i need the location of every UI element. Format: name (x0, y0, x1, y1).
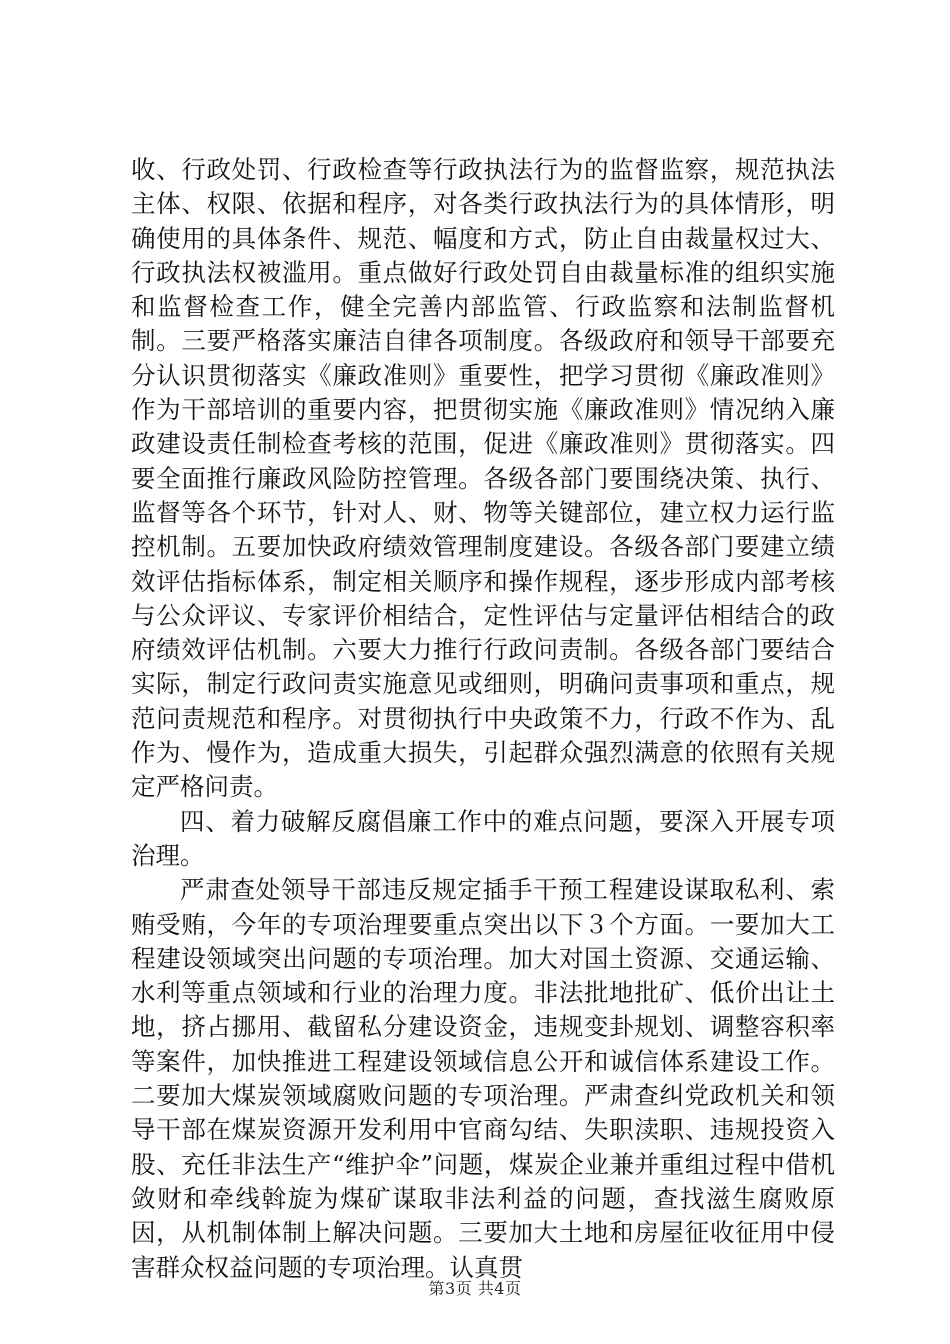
page-footer: 第3页 共4页 (428, 1279, 522, 1298)
section-heading-four: 四、着力破解反腐倡廉工作中的难点问题，要深入开展专项治理。 (131, 806, 835, 870)
paragraph-continuation: 收、行政处罚、行政检查等行政执法行为的监督监察，规范执法主体、权限、依据和程序，对各类行政执法行为的具体情形，明确使用的具体条件、规范、幅度和方式，防止自由裁量权过大、行政执法权被滥用。重点做好行政处罚自由裁量标准的组织实施和监督检查工作，健全完善内部监管、行政监察和法制监督机制。三要严格落实廉洁自律各项制度。各级政府和领导干部要充分认识贯彻落实《廉政准则》重要性，把学习贯彻《廉政准则》作为干部培训的重要内容，把贯彻实施《廉政准则》情况纳入廉政建设责任制检查考核的范围，促进《廉政准则》贯彻落实。四要全面推行廉政风险防控管理。各级各部门要围绕决策、执行、监督等各个环节，针对人、财、物等关键部位，建立权力运行监控机制。五要加快政府绩效管理制度建设。各级各部门要建立绩效评估指标体系，制定相关顺序和操作规程，逐步形成内部考核与公众评议、专家评价相结合，定性评估与定量评估相结合的政府绩效评估机制。六要大力推行行政问责制。各级各部门要结合实际，制定行政问责实施意见或细则，明确问责事项和重点，规范问责规范和程序。对贯彻执行中央政策不力，行政不作为、乱作为、慢作为，造成重大损失，引起群众强烈满意的依照有关规定严格问责。 (131, 155, 835, 802)
paragraph-special-governance: 严肃查处领导干部违反规定插手干预工程建设谋取私利、索贿受贿，今年的专项治理要重点突出以下３个方面。一要加大工程建设领域突出问题的专项治理。加大对国土资源、交通运输、水利等重点领域和行业的治理力度。非法批地批矿、低价出让土地，挤占挪用、截留私分建设资金，违规变卦规划、调整容积率等案件，加快推进工程建设领域信息公开和诚信体系建设工作。二要加大煤炭领域腐败问题的专项治理。严肃查纠党政机关和领导干部在煤炭资源开发利用中官商勾结、失职渎职、违规投资入股、充任非法生产“维护伞”问题，煤炭企业兼并重组过程中借机敛财和牵线斡旋为煤矿谋取非法利益的问题，查找滋生腐败原因，从机制体制上解决问题。三要加大土地和房屋征收征用中侵害群众权益问题的专项治理。认真贯 (131, 875, 835, 1282)
document-body (131, 153, 835, 1285)
